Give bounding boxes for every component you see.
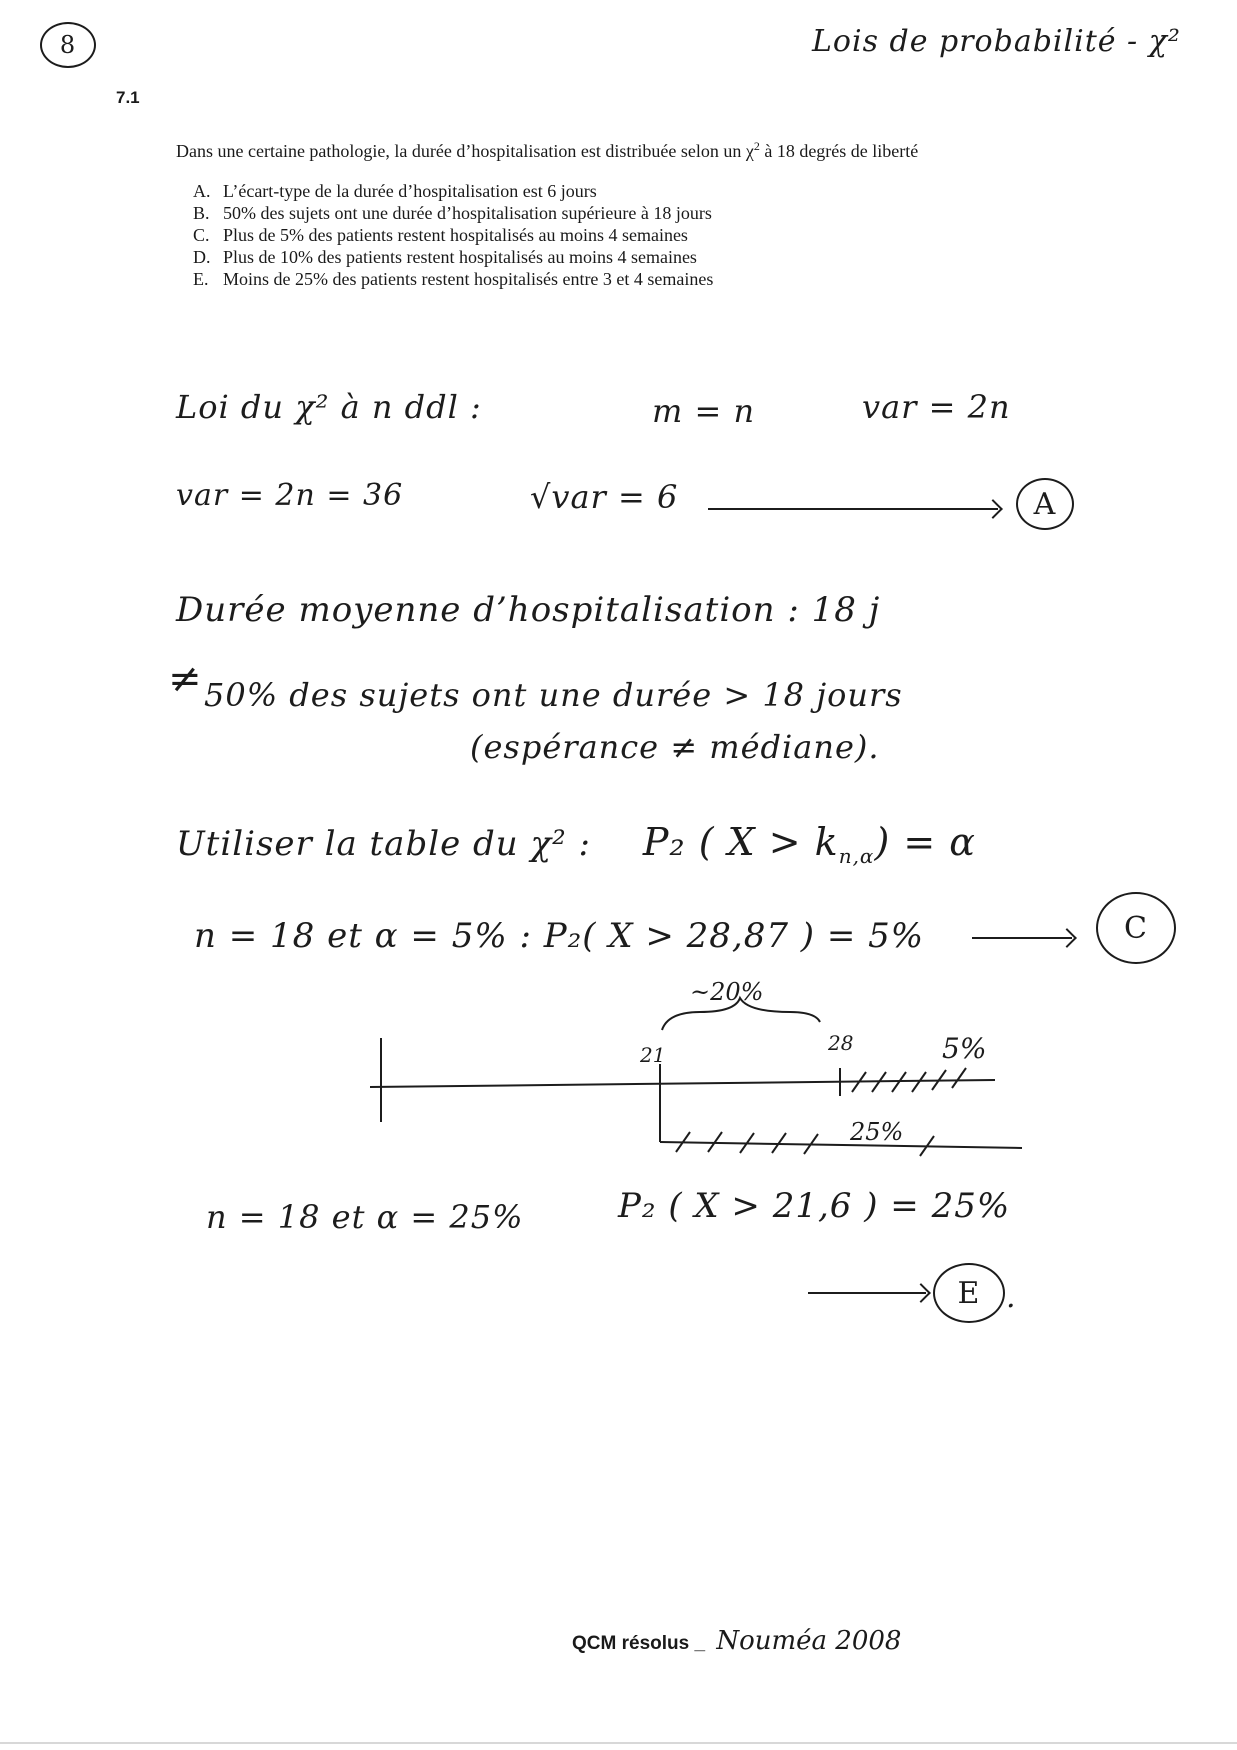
note-table-formula: P₂ ( X > k: [642, 820, 839, 864]
header-title: Lois de probabilité - χ²: [812, 24, 1181, 59]
option-letter: C.: [193, 225, 210, 245]
note-use-table-left: Utiliser la table du χ² :: [176, 824, 591, 864]
footer-printed: QCM résolus: [572, 1633, 690, 1654]
exercise-number: 7.1: [116, 88, 140, 107]
option-letter: E.: [193, 269, 209, 289]
option-letter: A.: [193, 181, 211, 201]
answer-e-label: E: [957, 1275, 981, 1311]
note-sqrt-variance: √var = 6: [530, 478, 679, 516]
final-period: .: [1006, 1280, 1017, 1315]
note-table-formula-end: ) = α: [874, 820, 976, 864]
note-variance-value: var = 2n = 36: [176, 478, 404, 513]
option-text: Moins de 25% des patients restent hospitalisés entre 3 et 4 semaines: [223, 269, 714, 289]
footer-handwritten: Nouméa 2008: [716, 1626, 902, 1656]
option-letter: B.: [193, 203, 210, 223]
stem-superscript: 2: [753, 139, 760, 153]
tick-21-label: 21: [640, 1043, 666, 1067]
number-line: [370, 1080, 995, 1087]
note-alpha-25: n = 18 et α = 25%: [206, 1198, 524, 1236]
stem-text-after: à 18 degrés de liberté: [759, 141, 919, 161]
note-table-subscript: n,α: [838, 843, 875, 868]
note-mean-duration: Durée moyenne d’hospitalisation : 18 j: [176, 590, 881, 630]
note-alpha-5: n = 18 et α = 5% : P₂( X > 28,87 ) = 5%: [194, 916, 925, 956]
footer-dash: _: [694, 1633, 706, 1654]
footer: [572, 1626, 901, 1656]
option-text: 50% des sujets ont une durée d’hospitalisation supérieure à 18 jours: [223, 203, 712, 223]
note-variance: var = 2n: [862, 388, 1011, 426]
answer-e-circle: [933, 1263, 1005, 1323]
option-text: L’écart-type de la durée d’hospitalisation est 6 jours: [223, 181, 597, 201]
answer-c-label: C: [1124, 910, 1148, 946]
stem-text-before: Dans une certaine pathologie, la durée d’hospitalisation est distribuée selon un χ: [176, 141, 754, 161]
note-expectation-vs-median: (espérance ≠ médiane).: [470, 728, 880, 766]
option-text: Plus de 5% des patients restent hospitalisés au moins 4 semaines: [223, 225, 688, 245]
scan-bottom-edge: [0, 1742, 1237, 1744]
page-number: 8: [59, 31, 77, 59]
note-prob-21-6: P₂ ( X > 21,6 ) = 25%: [618, 1186, 1011, 1226]
note-chi2-law: Loi du χ² à n ddl :: [176, 388, 482, 426]
note-not-equal-sign: ≠: [168, 656, 203, 702]
option-text: Plus de 10% des patients restent hospitalisés au moins 4 semaines: [223, 247, 697, 267]
answer-a-label: A: [1033, 486, 1057, 522]
pct-25-label: 25%: [850, 1118, 904, 1146]
tick-28-label: 28: [828, 1031, 854, 1055]
brace-label: ~20%: [690, 978, 764, 1006]
arrow-to-e: [808, 1292, 926, 1294]
note-median-claim: 50% des sujets ont une durée > 18 jours: [204, 676, 903, 714]
option-letter: D.: [193, 247, 211, 267]
pct-5-label: 5%: [942, 1032, 987, 1065]
note-mean: m = n: [652, 392, 756, 430]
